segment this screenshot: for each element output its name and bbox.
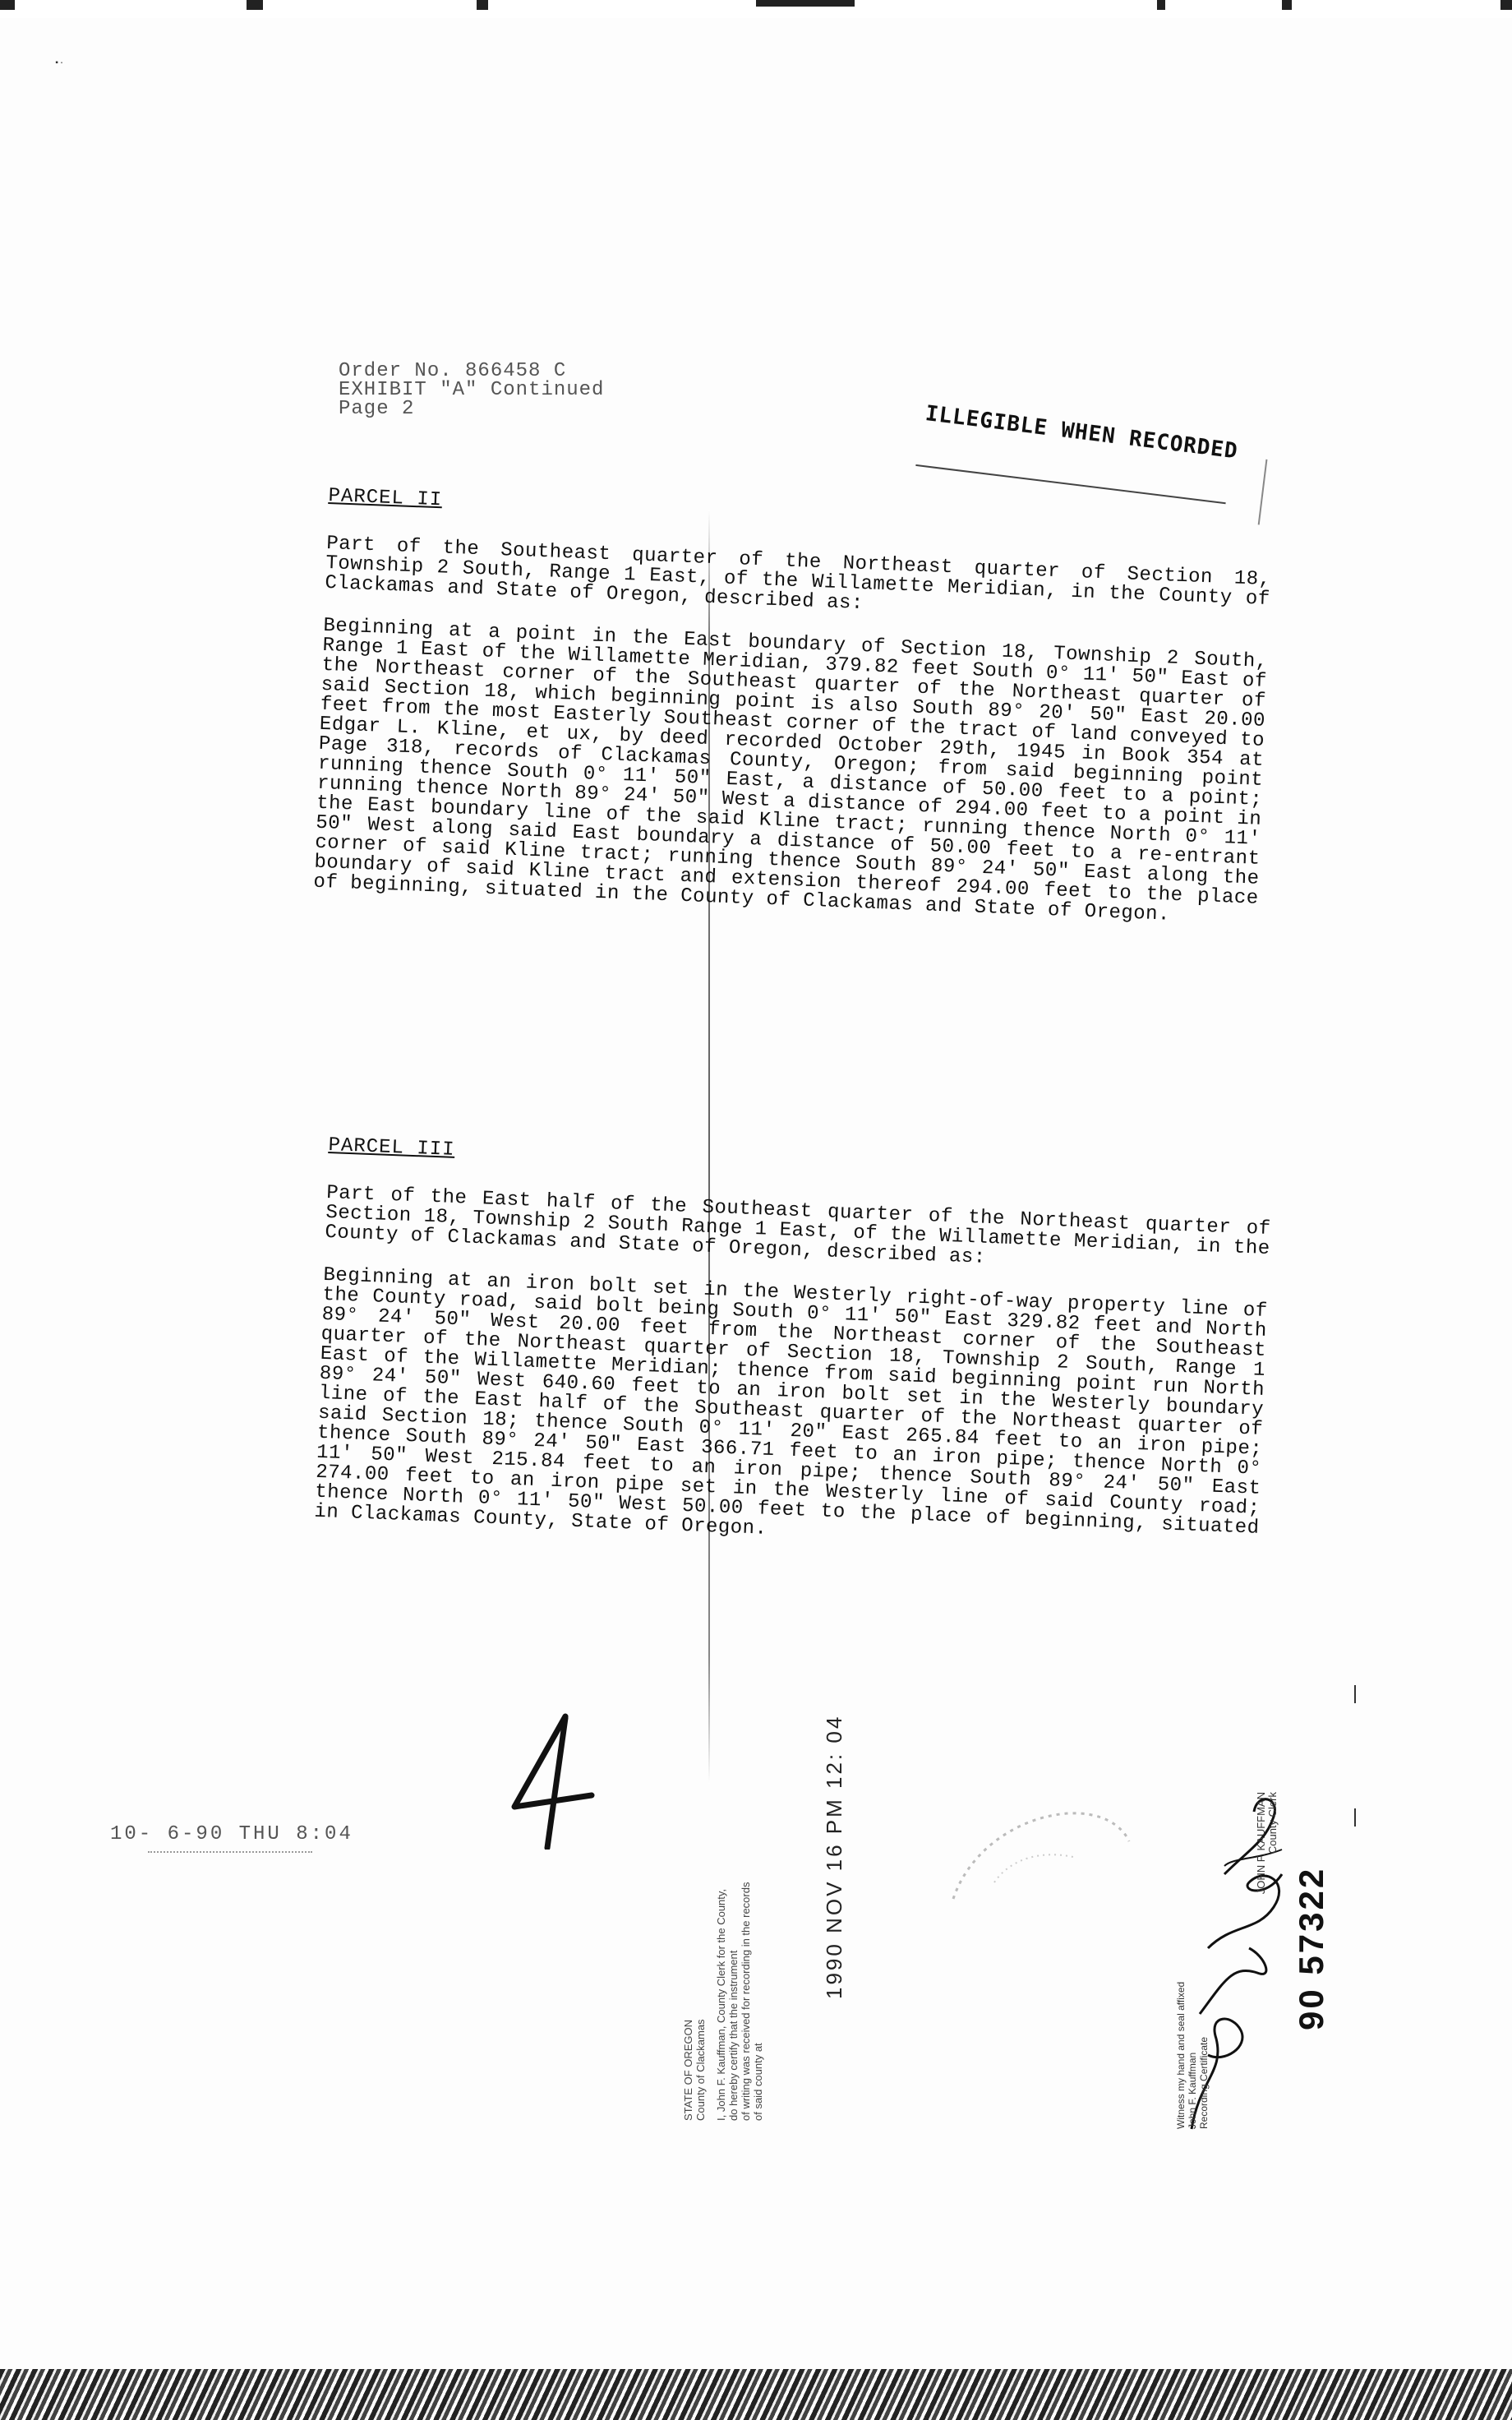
- parcel-ii-section: [312, 485, 1284, 952]
- parcel-iii-description: Beginning at an iron bolt set in the Westerly right-of-way property line of the County road, said bolt being South 0° 11' 50" East 329.82 feet and North 89° 24' 50" West 20.00 feet from the Northeast corner of the Southeast quarter of the Northeast quarter of Section 18, Township 2 South, Range 1 East of the Willamette Meridian; thence from said beginning point run North 89° 24' 50" West 640.60 feet to an iron bolt set in the Westerly boundary line of the East half of the Southeast quarter of the Northeast quarter of said Section 18; thence South 0° 11' 20" East 265.84 feet to an iron pipe; thence South 89° 24' 50" East 366.71 feet to an iron pipe; thence North 0° 11' 50" West 215.84 feet to an iron pipe; thence South 89° 24' 50" East 274.00 feet to an iron pipe set in the Westerly line of said County road; thence North 0° 11' 50" West 50.00 feet to the place of beginning, situated in Clackamas County, State of Oregon.: [313, 1263, 1281, 1540]
- bottom-scan-edge: [0, 2369, 1512, 2420]
- stamp-edge: [1258, 460, 1268, 525]
- cert-clerk-text: do hereby certify that the instrument: [727, 1950, 740, 2121]
- illegible-stamp-text: ILLEGIBLE WHEN RECORDED: [924, 401, 1240, 464]
- margin-dash: [1354, 1685, 1356, 1703]
- cert-spacer: [707, 1792, 715, 2121]
- fax-dots: [148, 1851, 312, 1854]
- order-number: Order No. 866458 C: [339, 360, 567, 382]
- parcel-ii-heading: PARCEL II: [328, 485, 443, 512]
- cert-clerk-text: of writing was received for recording in the records: [740, 1882, 752, 2121]
- margin-dash: [1354, 1808, 1356, 1827]
- handwritten-numeral-4: [490, 1710, 605, 1850]
- top-edge-mark: [756, 0, 855, 7]
- cert-clerk-text: of said county at: [752, 2043, 764, 2121]
- top-edge-mark: [0, 0, 15, 10]
- scan-speck: ▪·: [54, 59, 65, 68]
- recording-certificate-label: Recording Certificate: [1198, 2036, 1210, 2129]
- received-stamp: 1990 NOV 16 PM 12: 04: [822, 1714, 846, 1999]
- witness-line: Witness my hand and seal affixed: [1175, 1981, 1187, 2129]
- parcel-ii-description: Beginning at a point in the East boundary of Section 18, Township 2 South, Range 1 East of the Willamette Meridian, 379.82 feet South 0° 11' 50" East of the Northeast corner of the Southeast quarter of the Northeast quarter of said Section 18, which beginning point is also South 89° 20' 50" East 20.00 feet from the most Easterly Southeast corner of the tract of land conveyed to Edgar L. Kline, et ux, by deed recorded October 29th, 1945 in Book 354 at Page 318, records of Clackamas County, Oregon; from said beginning point running thence South 0° 11' 50" East, a distance of 50.00 feet to a point; running thence North 89° 24' 50" West a distance of 294.00 feet to a point in the East boundary line of the said Kline tract; running thence North 0° 11' 50" West along said East boundary a distance of 50.00 feet to a re-entrant corner of said Kline tract; running thence South 89° 24' 50" East along the boundary of said Kline tract and extension thereof 294.00 feet to the place of beginning, situated in the County of Clackamas and State of Oregon.: [312, 614, 1281, 926]
- parcel-iii-intro: Part of the East half of the Southeast quarter of the Northeast quarter of Section 18, Township 2 South Range 1 East, of the Willamette Meridian, in the County of Clackamas and State of Oregon, described as:: [324, 1181, 1284, 1269]
- cert-county: County of Clackamas: [694, 2019, 707, 2121]
- top-edge-mark: [1500, 0, 1512, 10]
- top-edge-mark: [1282, 0, 1292, 10]
- exhibit-label: EXHIBIT "A" Continued: [339, 379, 605, 401]
- parcel-iii-heading: PARCEL III: [328, 1134, 455, 1162]
- parcel-ii-intro: Part of the Southeast quarter of the Northeast quarter of Section 18, Township 2 South, Range 1 East, of the Willamette Meridian, in the County of Clackamas and State of Oregon, described as:: [324, 532, 1284, 616]
- cert-state: STATE OF OREGON: [682, 2019, 694, 2121]
- signature-caption: [1175, 1982, 1210, 2129]
- faint-seal-mark: [945, 1792, 1134, 1907]
- fax-date-time: 10- 6-90 THU 8:04: [110, 1823, 353, 1845]
- page-label: Page 2: [339, 398, 415, 420]
- signature-text: John F. Kauffman: [1187, 2052, 1198, 2129]
- header-block: [339, 362, 604, 418]
- cert-clerk-text: I, John F. Kauffman, County Clerk for the County,: [715, 1888, 727, 2121]
- parcel-iii-section: [313, 1134, 1284, 1582]
- top-edge-mark: [247, 0, 263, 10]
- top-edge-mark: [1157, 0, 1165, 10]
- document-number: 90 57322: [1292, 1866, 1330, 2030]
- stamp-underline: [915, 464, 1225, 504]
- clerk-title: County Clerk: [1266, 1792, 1279, 1854]
- clerk-caption: [1256, 1792, 1279, 1894]
- top-edge-mark: [477, 0, 488, 10]
- clerk-name: JOHN F. KAUFFMAN: [1255, 1792, 1267, 1895]
